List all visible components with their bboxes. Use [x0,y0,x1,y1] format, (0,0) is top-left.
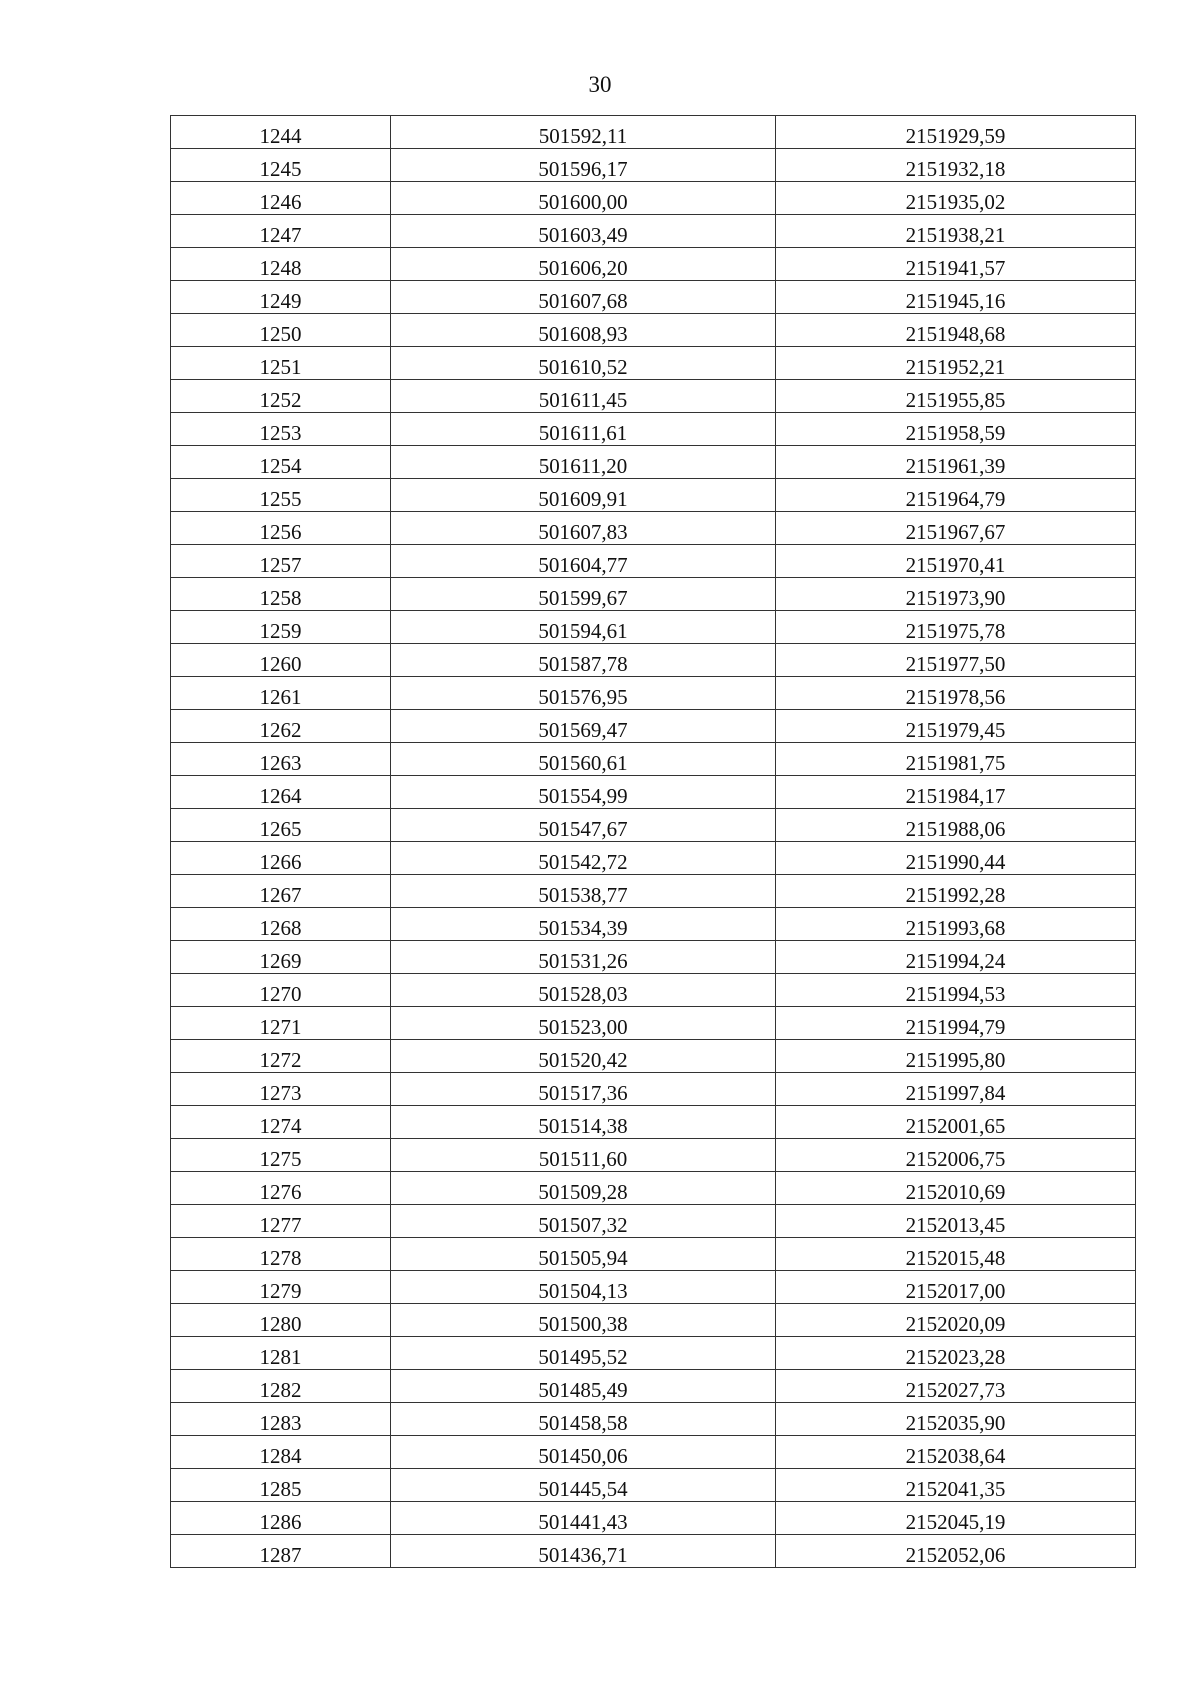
table-row [171,380,1136,413]
table-row [171,1337,1136,1370]
x-coordinate-cell: 501604,77 [391,545,776,578]
table-row [171,908,1136,941]
x-coordinate-cell: 501495,52 [391,1337,776,1370]
table-row [171,644,1136,677]
point-number-cell: 1280 [171,1304,391,1337]
table-row [171,776,1136,809]
y-coordinate-cell: 2151952,21 [776,347,1136,380]
table-row [171,116,1136,149]
point-number-cell: 1265 [171,809,391,842]
y-coordinate-cell: 2151981,75 [776,743,1136,776]
table-row [171,710,1136,743]
y-coordinate-cell: 2151993,68 [776,908,1136,941]
y-coordinate-cell: 2151935,02 [776,182,1136,215]
y-coordinate-cell: 2152023,28 [776,1337,1136,1370]
point-number-cell: 1251 [171,347,391,380]
table-row [171,215,1136,248]
x-coordinate-cell: 501507,32 [391,1205,776,1238]
table-row [171,1502,1136,1535]
x-coordinate-cell: 501607,68 [391,281,776,314]
point-number-cell: 1253 [171,413,391,446]
table-row [171,875,1136,908]
table-row [171,677,1136,710]
point-number-cell: 1247 [171,215,391,248]
x-coordinate-cell: 501607,83 [391,512,776,545]
page-number: 30 [588,72,612,97]
table-row [171,1205,1136,1238]
x-coordinate-cell: 501509,28 [391,1172,776,1205]
point-number-cell: 1258 [171,578,391,611]
table-row [171,1139,1136,1172]
y-coordinate-cell: 2151948,68 [776,314,1136,347]
point-number-cell: 1282 [171,1370,391,1403]
y-coordinate-cell: 2151997,84 [776,1073,1136,1106]
x-coordinate-cell: 501500,38 [391,1304,776,1337]
x-coordinate-cell: 501609,91 [391,479,776,512]
x-coordinate-cell: 501576,95 [391,677,776,710]
table-row [171,512,1136,545]
table-row [171,1007,1136,1040]
table-row [171,413,1136,446]
point-number-cell: 1281 [171,1337,391,1370]
point-number-cell: 1273 [171,1073,391,1106]
point-number-cell: 1286 [171,1502,391,1535]
table-row [171,281,1136,314]
point-number-cell: 1245 [171,149,391,182]
point-number-cell: 1278 [171,1238,391,1271]
x-coordinate-cell: 501450,06 [391,1436,776,1469]
point-number-cell: 1249 [171,281,391,314]
table-row [171,1172,1136,1205]
y-coordinate-cell: 2151979,45 [776,710,1136,743]
x-coordinate-cell: 501599,67 [391,578,776,611]
point-number-cell: 1248 [171,248,391,281]
point-number-cell: 1279 [171,1271,391,1304]
point-number-cell: 1244 [171,116,391,149]
table-row [171,314,1136,347]
x-coordinate-cell: 501554,99 [391,776,776,809]
y-coordinate-cell: 2151941,57 [776,248,1136,281]
y-coordinate-cell: 2151975,78 [776,611,1136,644]
table-row [171,1238,1136,1271]
point-number-cell: 1254 [171,446,391,479]
coordinates-table-body [171,116,1136,1568]
y-coordinate-cell: 2152001,65 [776,1106,1136,1139]
x-coordinate-cell: 501531,26 [391,941,776,974]
point-number-cell: 1260 [171,644,391,677]
table-row [171,743,1136,776]
table-row [171,1304,1136,1337]
table-row [171,1469,1136,1502]
table-row [171,809,1136,842]
point-number-cell: 1250 [171,314,391,347]
y-coordinate-cell: 2152017,00 [776,1271,1136,1304]
point-number-cell: 1268 [171,908,391,941]
point-number-cell: 1269 [171,941,391,974]
point-number-cell: 1275 [171,1139,391,1172]
table-row [171,182,1136,215]
y-coordinate-cell: 2151970,41 [776,545,1136,578]
x-coordinate-cell: 501608,93 [391,314,776,347]
point-number-cell: 1287 [171,1535,391,1568]
x-coordinate-cell: 501600,00 [391,182,776,215]
y-coordinate-cell: 2151955,85 [776,380,1136,413]
point-number-cell: 1274 [171,1106,391,1139]
x-coordinate-cell: 501542,72 [391,842,776,875]
y-coordinate-cell: 2151967,67 [776,512,1136,545]
x-coordinate-cell: 501560,61 [391,743,776,776]
table-row [171,1370,1136,1403]
y-coordinate-cell: 2151961,39 [776,446,1136,479]
table-row [171,479,1136,512]
table-row [171,1271,1136,1304]
y-coordinate-cell: 2151994,79 [776,1007,1136,1040]
y-coordinate-cell: 2151945,16 [776,281,1136,314]
y-coordinate-cell: 2151978,56 [776,677,1136,710]
x-coordinate-cell: 501538,77 [391,875,776,908]
y-coordinate-cell: 2151929,59 [776,116,1136,149]
point-number-cell: 1246 [171,182,391,215]
point-number-cell: 1284 [171,1436,391,1469]
y-coordinate-cell: 2151994,24 [776,941,1136,974]
y-coordinate-cell: 2151990,44 [776,842,1136,875]
table-row [171,149,1136,182]
y-coordinate-cell: 2151932,18 [776,149,1136,182]
y-coordinate-cell: 2152035,90 [776,1403,1136,1436]
y-coordinate-cell: 2151984,17 [776,776,1136,809]
x-coordinate-cell: 501603,49 [391,215,776,248]
point-number-cell: 1272 [171,1040,391,1073]
point-number-cell: 1255 [171,479,391,512]
y-coordinate-cell: 2151995,80 [776,1040,1136,1073]
point-number-cell: 1271 [171,1007,391,1040]
point-number-cell: 1276 [171,1172,391,1205]
x-coordinate-cell: 501610,52 [391,347,776,380]
x-coordinate-cell: 501511,60 [391,1139,776,1172]
x-coordinate-cell: 501523,00 [391,1007,776,1040]
point-number-cell: 1252 [171,380,391,413]
point-number-cell: 1261 [171,677,391,710]
table-row [171,611,1136,644]
y-coordinate-cell: 2152052,06 [776,1535,1136,1568]
x-coordinate-cell: 501594,61 [391,611,776,644]
point-number-cell: 1267 [171,875,391,908]
point-number-cell: 1277 [171,1205,391,1238]
x-coordinate-cell: 501520,42 [391,1040,776,1073]
table-row [171,974,1136,1007]
point-number-cell: 1264 [171,776,391,809]
x-coordinate-cell: 501441,43 [391,1502,776,1535]
y-coordinate-cell: 2152038,64 [776,1436,1136,1469]
x-coordinate-cell: 501534,39 [391,908,776,941]
y-coordinate-cell: 2151958,59 [776,413,1136,446]
table-row [171,842,1136,875]
point-number-cell: 1256 [171,512,391,545]
x-coordinate-cell: 501436,71 [391,1535,776,1568]
x-coordinate-cell: 501504,13 [391,1271,776,1304]
point-number-cell: 1266 [171,842,391,875]
x-coordinate-cell: 501606,20 [391,248,776,281]
table-row [171,1403,1136,1436]
point-number-cell: 1285 [171,1469,391,1502]
x-coordinate-cell: 501514,38 [391,1106,776,1139]
y-coordinate-cell: 2152041,35 [776,1469,1136,1502]
y-coordinate-cell: 2151994,53 [776,974,1136,1007]
y-coordinate-cell: 2152010,69 [776,1172,1136,1205]
table-row [171,1040,1136,1073]
table-row [171,1106,1136,1139]
table-row [171,1436,1136,1469]
x-coordinate-cell: 501587,78 [391,644,776,677]
y-coordinate-cell: 2151992,28 [776,875,1136,908]
x-coordinate-cell: 501505,94 [391,1238,776,1271]
point-number-cell: 1270 [171,974,391,1007]
table-row [171,347,1136,380]
x-coordinate-cell: 501517,36 [391,1073,776,1106]
x-coordinate-cell: 501547,67 [391,809,776,842]
y-coordinate-cell: 2152027,73 [776,1370,1136,1403]
y-coordinate-cell: 2152013,45 [776,1205,1136,1238]
x-coordinate-cell: 501611,61 [391,413,776,446]
y-coordinate-cell: 2151988,06 [776,809,1136,842]
y-coordinate-cell: 2152020,09 [776,1304,1136,1337]
table-row [171,545,1136,578]
table-row [171,248,1136,281]
x-coordinate-cell: 501596,17 [391,149,776,182]
y-coordinate-cell: 2152006,75 [776,1139,1136,1172]
x-coordinate-cell: 501528,03 [391,974,776,1007]
x-coordinate-cell: 501485,49 [391,1370,776,1403]
table-row [171,1073,1136,1106]
point-number-cell: 1259 [171,611,391,644]
y-coordinate-cell: 2151977,50 [776,644,1136,677]
x-coordinate-cell: 501611,45 [391,380,776,413]
x-coordinate-cell: 501445,54 [391,1469,776,1502]
y-coordinate-cell: 2152045,19 [776,1502,1136,1535]
table-row [171,941,1136,974]
y-coordinate-cell: 2151938,21 [776,215,1136,248]
x-coordinate-cell: 501592,11 [391,116,776,149]
x-coordinate-cell: 501611,20 [391,446,776,479]
y-coordinate-cell: 2151973,90 [776,578,1136,611]
point-number-cell: 1283 [171,1403,391,1436]
table-row [171,578,1136,611]
y-coordinate-cell: 2152015,48 [776,1238,1136,1271]
x-coordinate-cell: 501569,47 [391,710,776,743]
point-number-cell: 1257 [171,545,391,578]
y-coordinate-cell: 2151964,79 [776,479,1136,512]
coordinates-table [170,115,1136,1568]
table-row [171,1535,1136,1568]
table-row [171,446,1136,479]
x-coordinate-cell: 501458,58 [391,1403,776,1436]
point-number-cell: 1263 [171,743,391,776]
point-number-cell: 1262 [171,710,391,743]
